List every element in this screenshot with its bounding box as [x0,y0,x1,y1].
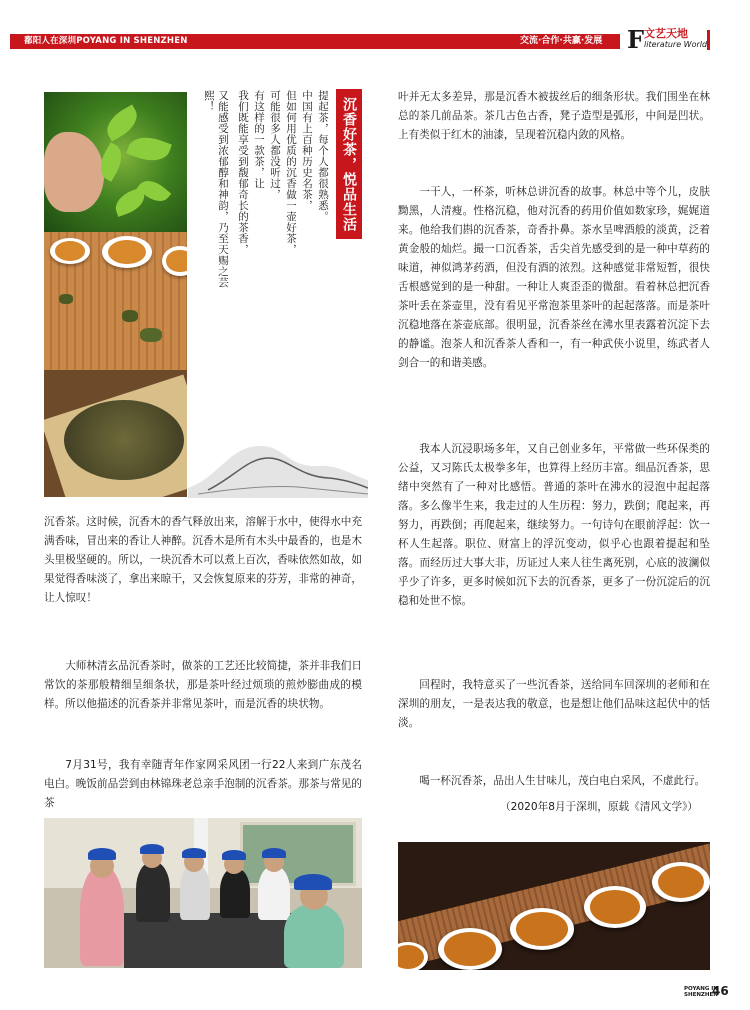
dried-tea-photo [44,370,187,497]
body-paragraph: 沉香茶。这时候，沉香木的香气释放出来，溶解于水中，使得水中充满香味，冒出来的香让人神醉。沉香木是所有木头中最香的，也是木头里极坚硬的。所以，一块沉香木可以煮上百次，香味依然如故，如果觉得香味淡了，拿出来晾干，又会恢复原来的芬芳，非常的神奇，让人惊叹！ [44,516,362,604]
body-paragraph: 大师林清玄品沉香茶时，做茶的工艺还比较简捷，茶并非我们日常饮的茶那般精细呈细条状，那是茶叶经过烦琐的煎炒膨曲成的模样。所以他描述的沉香茶并非常见茶叶，而是沉香的块状物。 [44,660,362,710]
leaf-shape [126,131,172,167]
header-logo-en: literature World [644,40,708,49]
group-photo [44,818,362,968]
tea-cup [510,908,574,950]
tea-leaves-photo [44,92,187,232]
tea-leaf-bit [59,294,73,304]
header-accent [707,30,710,50]
leaf-shape [101,104,143,141]
article-title-banner [336,89,362,239]
vertical-line: 有这样的一款茶，让 [253,90,265,189]
body-paragraph: 回程时，我特意买了一些沉香茶，送给同车回深圳的老师和在深圳的朋友，一是表达我的敬意，也是想让他们品味这起伏中的恬淡。 [398,679,710,729]
blue-cap [140,844,164,854]
body-paragraph: 一干人，一杯茶，听林总讲沉香的故事。林总中等个儿，皮肤黝黑，人清瘦。性格沉稳，他对沉香的药用价值如数家珍，娓娓道来。他给我们斟的沉香茶，奇香扑鼻。茶水呈啤酒般的淡黄，泛着黄金般的灿烂。撮一口沉香茶，舌尖首先感受到的是一种中草药的味道，神似鸿茅药酒，但没有酒的浓烈。这种感觉非常短暂，很快舌根感觉到的是一种甜。一种让人爽歪歪的微甜。看着林总把沉香茶叶丢在茶壶里，没有看见平常泡茶里茶叶的起起落落。而是茶叶沉稳地落在茶壶底部。很明显，沉香茶丝在沸水里表露着沉淀下去的静谧。泡茶人和沉香茶人香和一，有一种武侠小说里，练武者人剑合一的和谐美感。 [398,186,710,369]
vertical-line: 又能感受到浓郁醇和神韵，乃至天赐之芸熙！ [203,90,229,288]
tea-cup [50,238,90,264]
tea-cup [162,246,187,276]
tea-leaf-bit [122,310,138,322]
blue-cap [222,850,246,860]
person [180,864,210,920]
vertical-line: 可能很多人都没听过， [269,90,281,200]
tea-cups-photo [44,232,187,370]
header-left-title: 鄱阳人在深圳POYANG IN SHENZHEN [24,36,188,46]
blue-cap [262,848,286,858]
vertical-line: 但如何用优质的沉香做一壶好茶， [285,90,297,255]
ink-mountain-decoration [188,418,368,498]
hand-shape [44,132,104,212]
tea-cup [584,886,646,928]
vertical-line: 我们既能享受到馥郁奇长的茶香， [237,90,249,255]
header-logo-cn: 文艺天地 [644,27,688,40]
person [284,904,344,968]
blue-cap [182,848,206,858]
tea-cup [102,236,152,268]
footer-brand-line: POYANG IN [684,986,718,992]
blue-cap [294,874,332,890]
article-signature: （2020年8月于深圳，原载《清风文学》） [500,801,698,813]
header-slogan: 交流·合作·共赢·发展 [520,36,603,46]
blue-cap [88,848,116,860]
vertical-line: 中国有上百种历史名茶， [301,90,313,211]
tea-cup [438,928,502,970]
article-title: 沉香好茶，悦品生活 [341,97,357,232]
header-logo-letter: F [627,25,645,54]
tea-cups-row-photo [398,842,710,970]
page-number: 46 [712,984,729,998]
body-paragraph: 我本人沉浸职场多年，又自己创业多年，平常做一些环保类的公益，又习陈氏太极拳多年，也算得上经历丰富。细品沉香茶，思绪中突然有了一种对比感悟。普通的茶叶在沸水的浸泡中起起落落。多么像半生来，我走过的人生历程：努力，跌倒；爬起来，再努力，再跌倒；再爬起来，继续努力。一句诗句在眼前浮起：饮一杯人生起落。职位、财富上的浮沉变动，似乎心也跟着提起和坠落。而经历过大事大非，历证过人来人往生离死别，心底的波澜似乎少了许多，更多时候如沉下去的沉香茶，更多了一份沉淀后的沉稳和处世不惊。 [398,443,710,607]
leaf-shape [112,187,149,217]
tea-leaf-bit [140,328,162,342]
footer-brand-line: SHENZHEN [684,992,718,998]
body-paragraph: 喝一杯沉香茶，品出人生甘味儿，茂白电白采风，不虚此行。 [419,775,706,787]
person [220,868,250,918]
person [258,866,290,920]
tea-cup [652,862,710,902]
body-paragraph: 叶并无太多差异，那是沉香木被拔丝后的细条形状。我们围坐在林总的茶几前品茶。茶几古色古香，凳子造型是弧形，中间是凹状。上有类似于红木的油漆，呈现着沉稳内敛的风格。 [398,91,710,141]
vertical-line: 提起茶，每个人都很熟悉。 [317,90,329,222]
person [80,866,124,966]
dried-tea-heap [64,400,184,480]
body-paragraph: 7月31号，我有幸随青年作家网采风团一行22人来到广东茂名电白。晚饭前品尝到由林锦珠老总亲手泡制的沉香茶。那茶与常见的茶 [44,759,362,809]
person [136,862,170,922]
